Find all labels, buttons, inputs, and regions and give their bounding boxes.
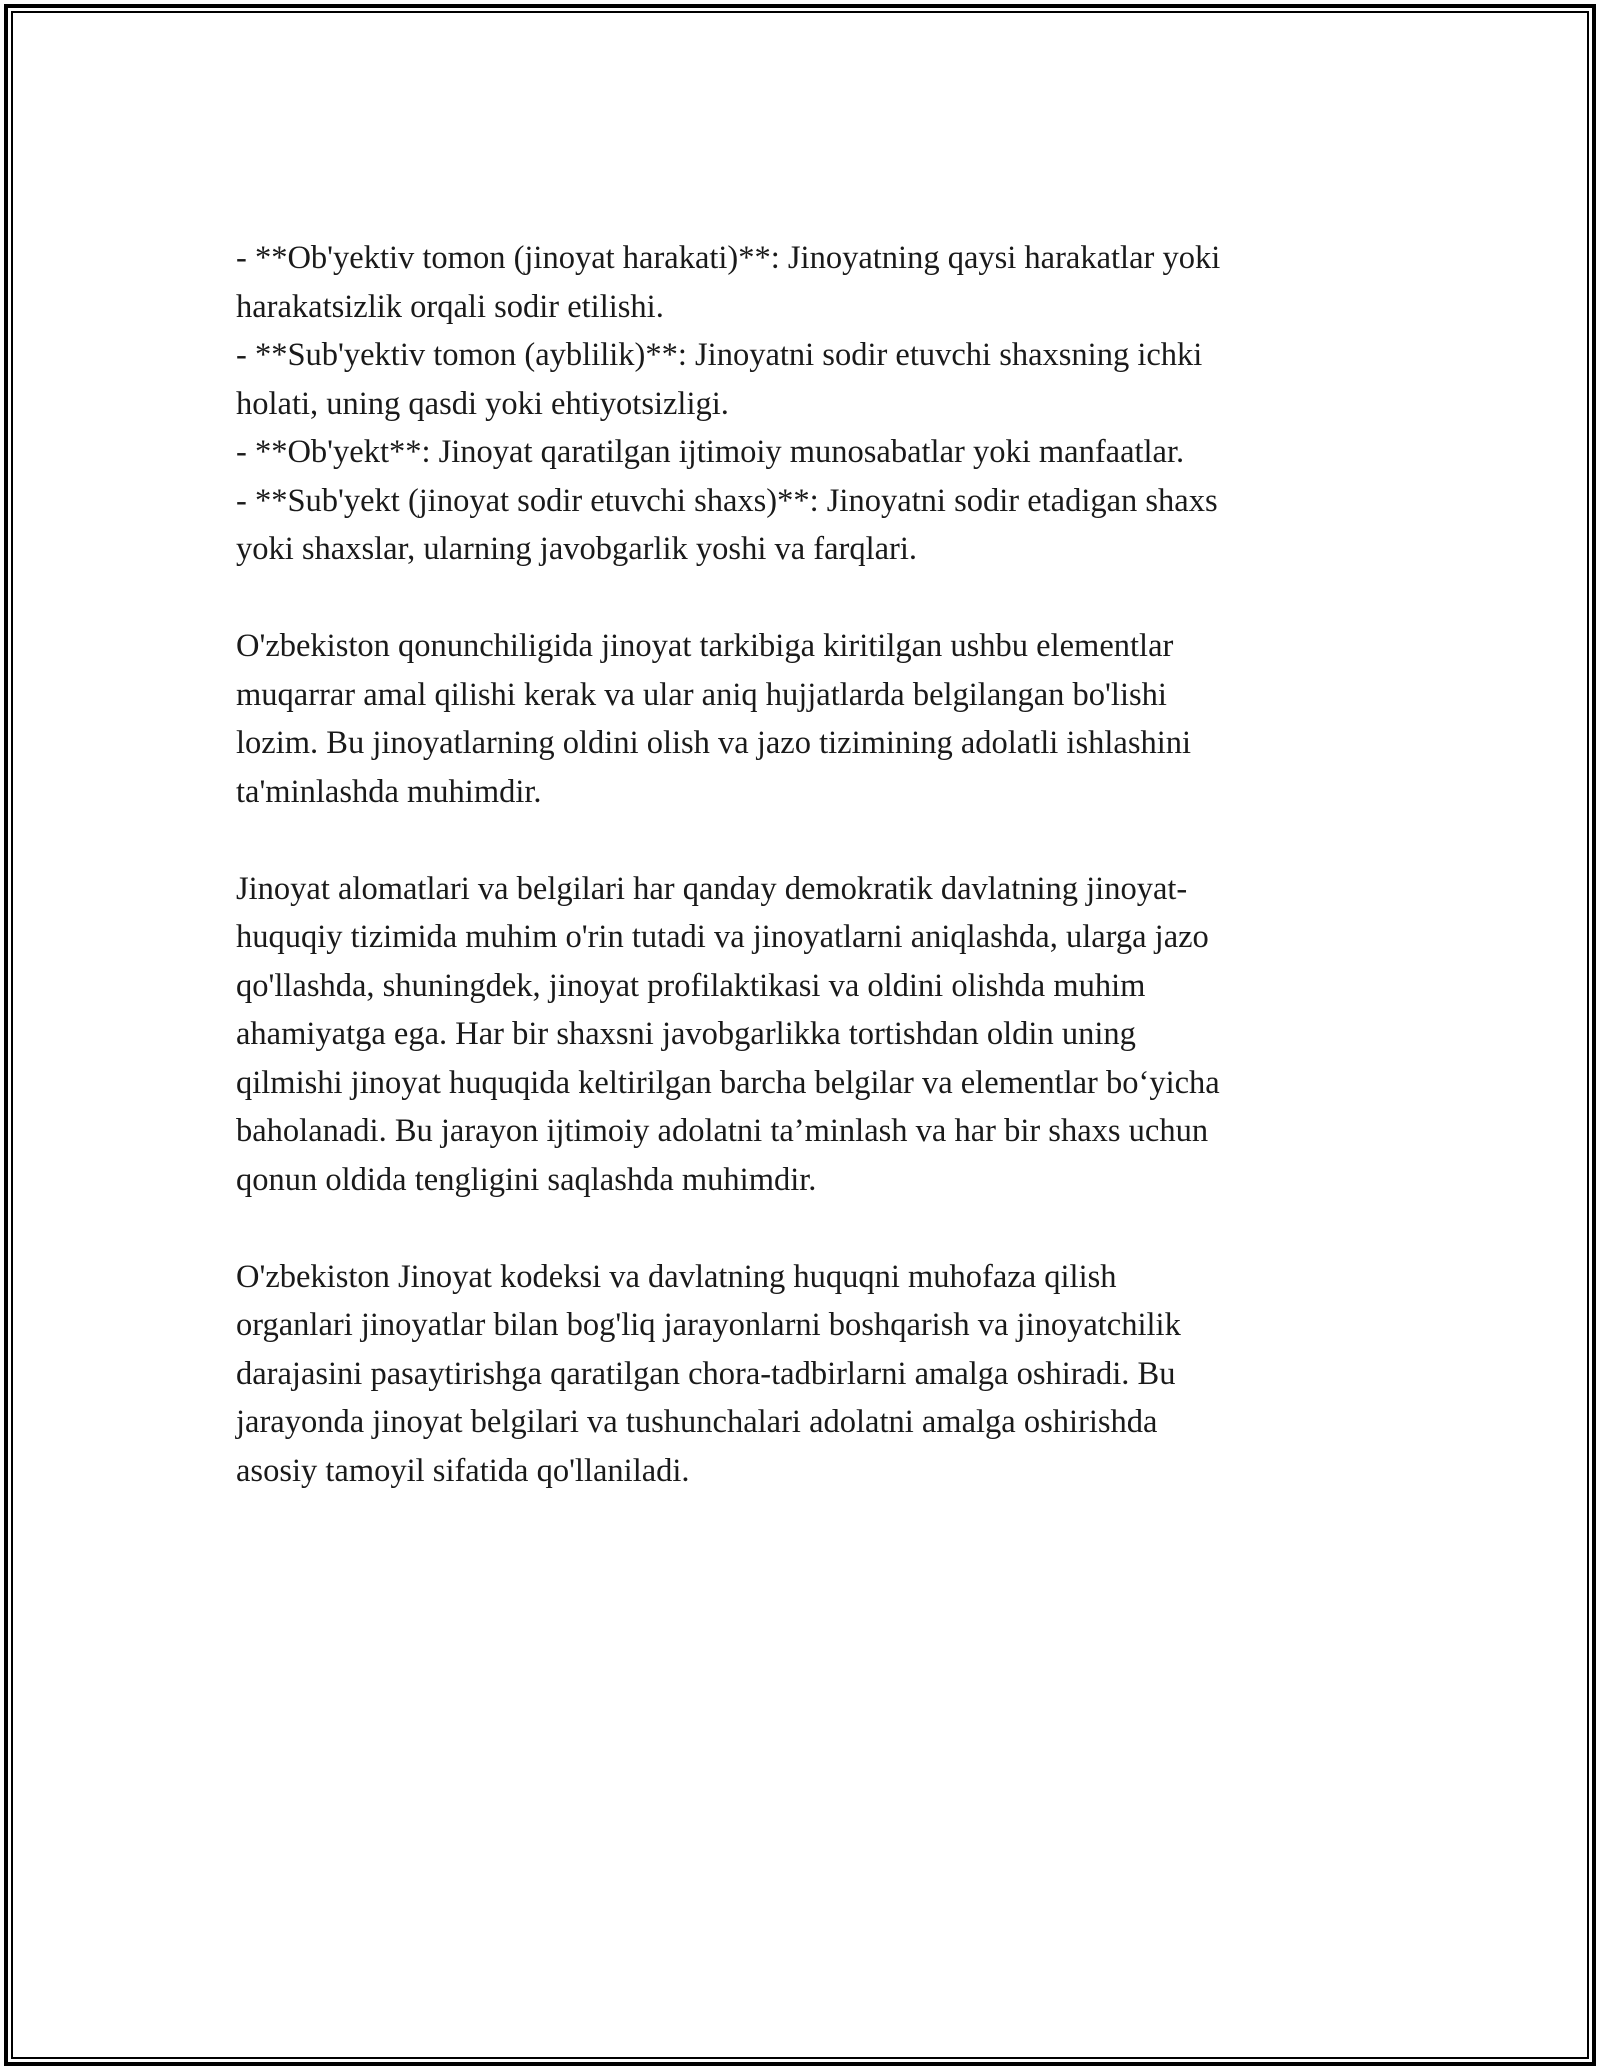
text-line: - **Ob'yekt**: Jinoyat qaratilgan ijtimoiy munosabatlar yoki manfaatlar. bbox=[236, 434, 1185, 470]
text-line: - **Sub'yekt (jinoyat sodir etuvchi shaxs)**: Jinoyatni sodir etadigan shaxs bbox=[236, 482, 1218, 519]
text-line: - **Ob'yektiv tomon (jinoyat harakati)**: Jinoyatning qaysi harakatlar yoki bbox=[236, 240, 1221, 276]
text-line: yoki shaxslar, ularning javobgarlik yoshi va farqlari. bbox=[236, 531, 918, 567]
text-line: Jinoyat alomatlari va belgilari har qanday demokratik davlatning jinoyat- bbox=[236, 870, 1188, 907]
paragraph-gap bbox=[236, 816, 1376, 865]
text-line: - **Sub'yektiv tomon (ayblilik)**: Jinoyatni sodir etuvchi shaxsning ichki bbox=[236, 337, 1203, 373]
document-body bbox=[236, 234, 1376, 1495]
text-line: muqarrar amal qilishi kerak va ular aniq hujjatlarda belgilangan bo'lishi bbox=[236, 676, 1167, 713]
text-line: huquqiy tizimida muhim o'rin tutadi va jinoyatlarni aniqlashda, ularga jazo bbox=[236, 919, 1209, 955]
text-line: holati, uning qasdi yoki ehtiyotsizligi. bbox=[236, 385, 729, 422]
paragraph-gap bbox=[236, 1204, 1376, 1253]
text-line: qilmishi jinoyat huquqida keltirilgan barcha belgilar va elementlar bo‘yicha bbox=[236, 1064, 1220, 1101]
text-line: qo'llashda, shuningdek, jinoyat profilaktikasi va oldini olishda muhim bbox=[236, 967, 1146, 1004]
text-line: lozim. Bu jinoyatlarning oldini olish va jazo tizimining adolatli ishlashini bbox=[236, 725, 1192, 761]
text-line: harakatsizlik orqali sodir etilishi. bbox=[236, 288, 664, 325]
text-line: darajasini pasaytirishga qaratilgan chora-tadbirlarni amalga oshiradi. Bu bbox=[236, 1355, 1176, 1392]
text-line: ta'minlashda muhimdir. bbox=[236, 773, 542, 810]
text-line: O'zbekiston Jinoyat kodeksi va davlatning huquqni muhofaza qilish bbox=[236, 1258, 1117, 1295]
text-line: qonun oldida tengligini saqlashda muhimdir. bbox=[236, 1161, 817, 1198]
text-line: O'zbekiston qonunchiligida jinoyat tarkibiga kiritilgan ushbu elementlar bbox=[236, 628, 1174, 664]
text-line: jarayonda jinoyat belgilari va tushunchalari adolatni amalga oshirishda bbox=[236, 1404, 1158, 1440]
text-line: baholanadi. Bu jarayon ijtimoiy adolatni ta’minlash va har bir shaxs uchun bbox=[236, 1113, 1209, 1149]
text-line: ahamiyatga ega. Har bir shaxsni javobgarlikka tortishdan oldin uning bbox=[236, 1016, 1136, 1052]
text-line: asosiy tamoyil sifatida qo'llaniladi. bbox=[236, 1452, 690, 1489]
text-line: organlari jinoyatlar bilan bog'liq jarayonlarni boshqarish va jinoyatchilik bbox=[236, 1307, 1181, 1343]
paragraph-gap bbox=[236, 574, 1376, 623]
